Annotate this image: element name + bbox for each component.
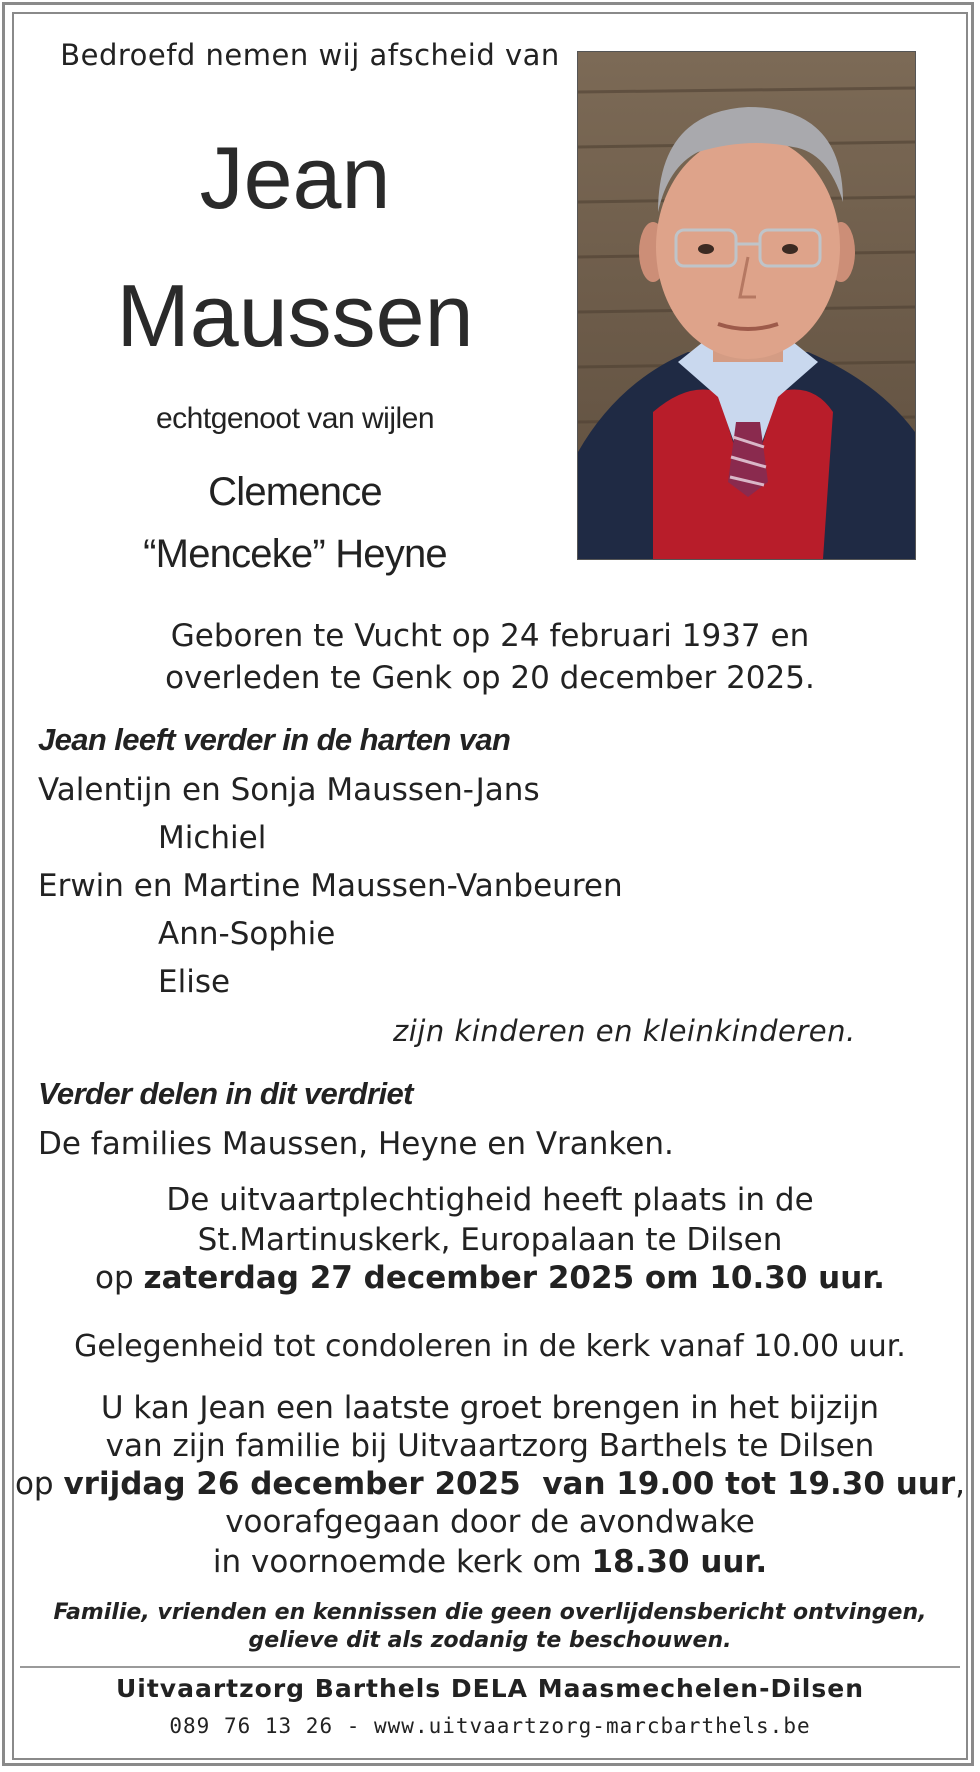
spouse-nickname-surname: “Menceke” Heyne — [143, 532, 447, 576]
note-line-1: Familie, vrienden en kennissen die geen overlijdensbericht ontvingen, — [53, 1600, 927, 1625]
family-member: Valentijn en Sonja Maussen-Jans — [38, 772, 540, 808]
family-member: Michiel — [158, 820, 267, 856]
sharing-heading: Verder delen in dit verdriet — [38, 1076, 413, 1111]
wake-time: 18.30 uur. — [591, 1544, 768, 1580]
death-line: overleden te Genk op 20 december 2025. — [165, 660, 815, 696]
portrait-photo-icon — [578, 52, 915, 559]
intro-text: Bedroefd nemen wij afscheid van — [60, 38, 560, 72]
farewell-line-2: van zijn familie bij Uitvaartzorg Barthels te Dilsen — [105, 1428, 875, 1464]
funeral-home-name: Uitvaartzorg Barthels DELA Maasmechelen-Dilsen — [115, 1674, 864, 1703]
deceased-last-name: Maussen — [116, 266, 474, 365]
birth-line: Geboren te Vucht op 24 februari 1937 en — [170, 618, 810, 654]
farewell-line-1: U kan Jean een laatste groet brengen in het bijzijn — [100, 1390, 880, 1426]
farewell-date-time: vrijdag 26 december 2025 van 19.00 tot 19.30 uur — [63, 1466, 956, 1502]
portrait-photo — [577, 51, 916, 560]
farewell-prefix: op — [14, 1466, 64, 1502]
deceased-first-name: Jean — [199, 128, 391, 227]
farewell-line-3 — [0, 1466, 980, 1502]
farewell-prefix-2: in voornoemde kerk om — [212, 1544, 592, 1580]
farewell-suffix: , — [955, 1466, 966, 1502]
family-heading: Jean leeft verder in de harten van — [38, 722, 511, 757]
family-member: Erwin en Martine Maussen-Vanbeuren — [38, 868, 623, 904]
family-closing: zijn kinderen en kleinkinderen. — [393, 1014, 856, 1048]
funeral-home-contact: 089 76 13 26 - www.uitvaartzorg-marcbarthels.be — [169, 1714, 811, 1738]
footer-divider — [20, 1666, 960, 1668]
spouse-intro: echtgenoot van wijlen — [155, 402, 435, 435]
ceremony-line-1: De uitvaartplechtigheid heeft plaats in de — [166, 1182, 814, 1218]
ceremony-line-3 — [0, 1260, 980, 1296]
family-member: Elise — [158, 964, 231, 1000]
spouse-first-name: Clemence — [208, 470, 382, 514]
condolence-line: Gelegenheid tot condoleren in de kerk vanaf 10.00 uur. — [74, 1329, 906, 1364]
ceremony-prefix: op — [95, 1260, 144, 1296]
ceremony-line-2: St.Martinuskerk, Europalaan te Dilsen — [197, 1222, 783, 1258]
ceremony-date-time: zaterdag 27 december 2025 om 10.30 uur. — [143, 1260, 885, 1296]
sharing-families: De families Maussen, Heyne en Vranken. — [38, 1126, 674, 1162]
farewell-line-4: voorafgegaan door de avondwake — [225, 1504, 755, 1540]
note-line-2: gelieve dit als zodanig te beschouwen. — [248, 1628, 732, 1653]
farewell-line-5 — [0, 1544, 980, 1580]
family-member: Ann-Sophie — [158, 916, 336, 952]
